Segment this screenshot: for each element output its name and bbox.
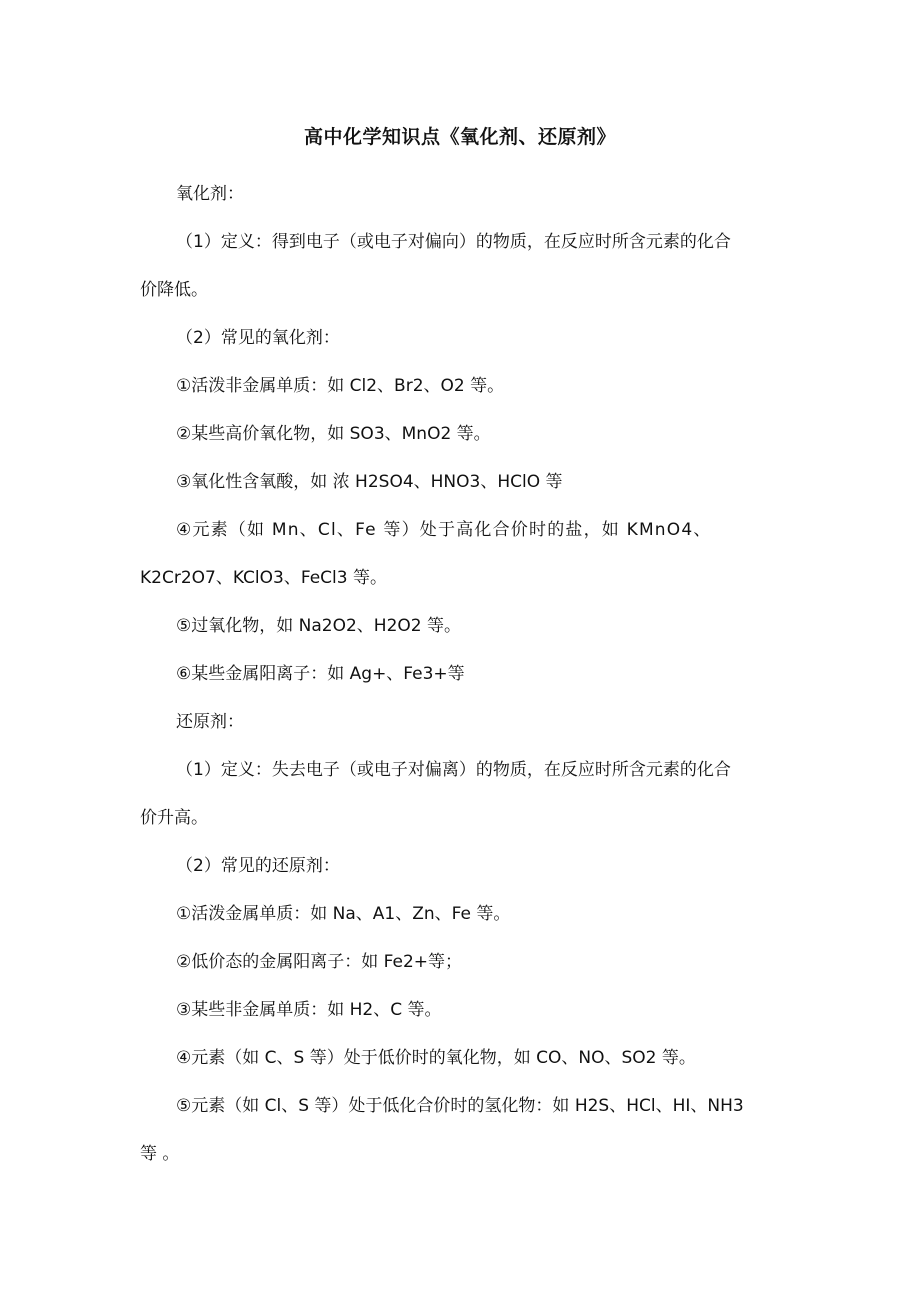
paragraph-line: 价升高。 <box>140 808 208 828</box>
paragraph-line: 氧化剂： <box>176 184 244 204</box>
paragraph-line: ⑤元素（如 Cl、S 等）处于低化合价时的氢化物：如 H2S、HCl、HI、NH3 <box>176 1096 744 1116</box>
paragraph-line: ②低价态的金属阳离子：如 Fe2+等； <box>176 952 463 972</box>
paragraph-line: （2）常见的还原剂： <box>176 856 340 876</box>
paragraph-line: 等 。 <box>140 1144 180 1164</box>
paragraph-line: K2Cr2O7、KClO3、FeCl3 等。 <box>140 568 387 588</box>
paragraph-line: （2）常见的氧化剂： <box>176 328 340 348</box>
paragraph-line: （1）定义：失去电子（或电子对偏离）的物质，在反应时所含元素的化合 <box>176 760 731 780</box>
paragraph-line: ①活泼金属单质：如 Na、A1、Zn、Fe 等。 <box>176 904 511 924</box>
paragraph-line: ⑥某些金属阳离子：如 Ag+、Fe3+等 <box>176 664 465 684</box>
paragraph-line: ④元素（如 C、S 等）处于低价时的氧化物，如 CO、NO、SO2 等。 <box>176 1048 696 1068</box>
paragraph-line: 价降低。 <box>140 280 208 300</box>
paragraph-line: ⑤过氧化物，如 Na2O2、H2O2 等。 <box>176 616 461 636</box>
paragraph-line: ②某些高价氧化物，如 SO3、MnO2 等。 <box>176 424 491 444</box>
document-title: 高中化学知识点《氧化剂、还原剂》 <box>303 126 616 148</box>
document-body <box>140 170 800 1178</box>
paragraph-line: ③氧化性含氧酸，如 浓 H2SO4、HNO3、HClO 等 <box>176 472 563 492</box>
paragraph-line: ③某些非金属单质：如 H2、C 等。 <box>176 1000 442 1020</box>
paragraph-line: ①活泼非金属单质：如 Cl2、Br2、O2 等。 <box>176 376 505 396</box>
paragraph-line: （1）定义：得到电子（或电子对偏向）的物质，在反应时所含元素的化合 <box>176 232 731 252</box>
paragraph-line: 还原剂： <box>176 712 244 732</box>
paragraph-line: ④元素（如 Mn、Cl、Fe 等）处于高化合价时的盐，如 KMnO4、 <box>176 520 712 540</box>
